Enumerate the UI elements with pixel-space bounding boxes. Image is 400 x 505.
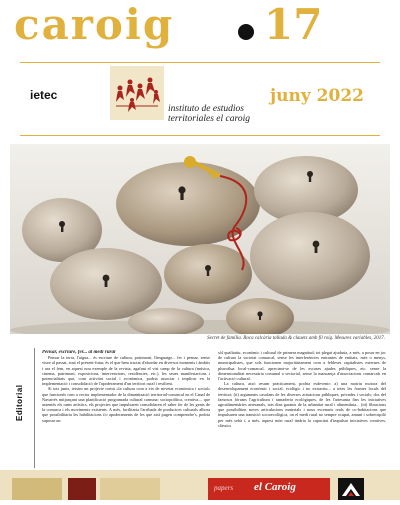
mountain-mark-icon — [338, 478, 364, 500]
issue-date: juny 2022 — [270, 86, 364, 106]
footer-swatch-sand — [100, 478, 160, 500]
footer-brand-label: el Caroig — [254, 481, 296, 493]
editorial-divider — [34, 348, 35, 468]
masthead-dot — [238, 24, 254, 40]
editorial-paragraph: sòl qualitatiu, econòmic i cultural de primera magnitud; tot plegat ajudaria, a més, a posar en joc de cultura la societat comarcal, sense les interferències entrantes de entitats, més o menys, municipalistes, que sols funcionen majoritàriament com a febleses capitalistes externes de plusvàlua local-comarcal, apreciant-se de les escases ajudes públiques, etc. sense la dimensionalitat necessària comunal o sectorial, sense la mancança d'associacions comarcals en l'activació cultural. — [218, 350, 386, 382]
masthead-rule-top — [20, 62, 380, 63]
cover-photo-stones — [10, 144, 390, 334]
footer-papers-label: papers — [214, 484, 234, 492]
editorial-label-text: Editorial — [15, 384, 24, 421]
institute-name-line1: instituto de estudios — [168, 104, 244, 114]
editorial-paragraph: La cultura, això resum pràcticament, podria esdevenir: a) una motriu motora del desenvolupament econòmic i social, ecològic i no extractiu... a totes les formes locals del territori; (ii) arguments casolans de les diverses actuacions públiques, privades i socials; dos del famosos fórums l'agricultura i ramaderia ecològiques, de les l'artesania fins les iniciatives agroalimentàries artesanals, tots dins garants de la urbanitat rural i alimentària... (iii) fibracions que possibiliten noves articulacions materials i nous escenaris reals de co-habitacions que impulsaren una transició socioecològica, on el medi rural no sempre ocupat, amunt i sobrecupiló per més urbà i, a més, aquest món rural tindria la capacitat d'impulsar iniciatives creatives, clàssics — [218, 381, 386, 428]
editorial-section-label — [15, 345, 31, 465]
issue-number: 17 — [264, 0, 323, 49]
ietec-wordmark: ietec — [30, 88, 58, 102]
footer-swatch-gold — [12, 478, 62, 500]
photo-caption: Secret de família. Roca calcària tallada & clauets amb fil roig. Mesures variables, 2017. — [207, 336, 385, 341]
dancing-figures-logo-icon — [110, 66, 164, 120]
editorial-paragraph: Si tots junts, teixim un projecte comú «la cultura com a eix de novetat econòmica i social» que funcionés com a vector implementador de la dinamització territorial-comarcal en el Canal de Navarrés mitjançant una planificació programada cultural comuna: sociopolítica, creativa..., que assentés els rams artístics, els projectes que impulsaren consolidaren el saber fer de les gents de la comarca i els moviments existents. A més, facilitaria l'arribada de productors culturals alhora que possibilitaria les habilitacions i/o apoderaments de les que així pugen comprendre's, podria suposar un — [42, 386, 210, 423]
masthead-rule-bottom — [20, 135, 380, 136]
editorial-heading: Pensar, escriure, fer... al medi rural — [42, 350, 116, 355]
editorial-column-1 — [42, 350, 210, 468]
editorial-column-2 — [218, 350, 386, 468]
magazine-title: caroig — [14, 0, 175, 49]
footer-swatch-maroon — [68, 478, 96, 500]
editorial-paragraph: Pensar la terra, l'aigua... és escriure de cultura, patrimoni, llenguatge... fer i pensar, sense viure al passat, sinó el present-futur, és el que hem tractat d'abordar en diversos moments i àmbits i ara el fem, en aquest nou exemple de la revista, agafant el vist camp de la cultura (música, cinema, patrimoni, exposicions, intervencions, residències, etc.), les seues manifestacions i potencialitats que, com activitat social i econòmica, podria associar i implicar en la implementació i consolidació de l'apoderament d'un territori rural i resilient. — [42, 355, 210, 387]
institute-name-line2: territoriales el caroig — [168, 114, 250, 124]
